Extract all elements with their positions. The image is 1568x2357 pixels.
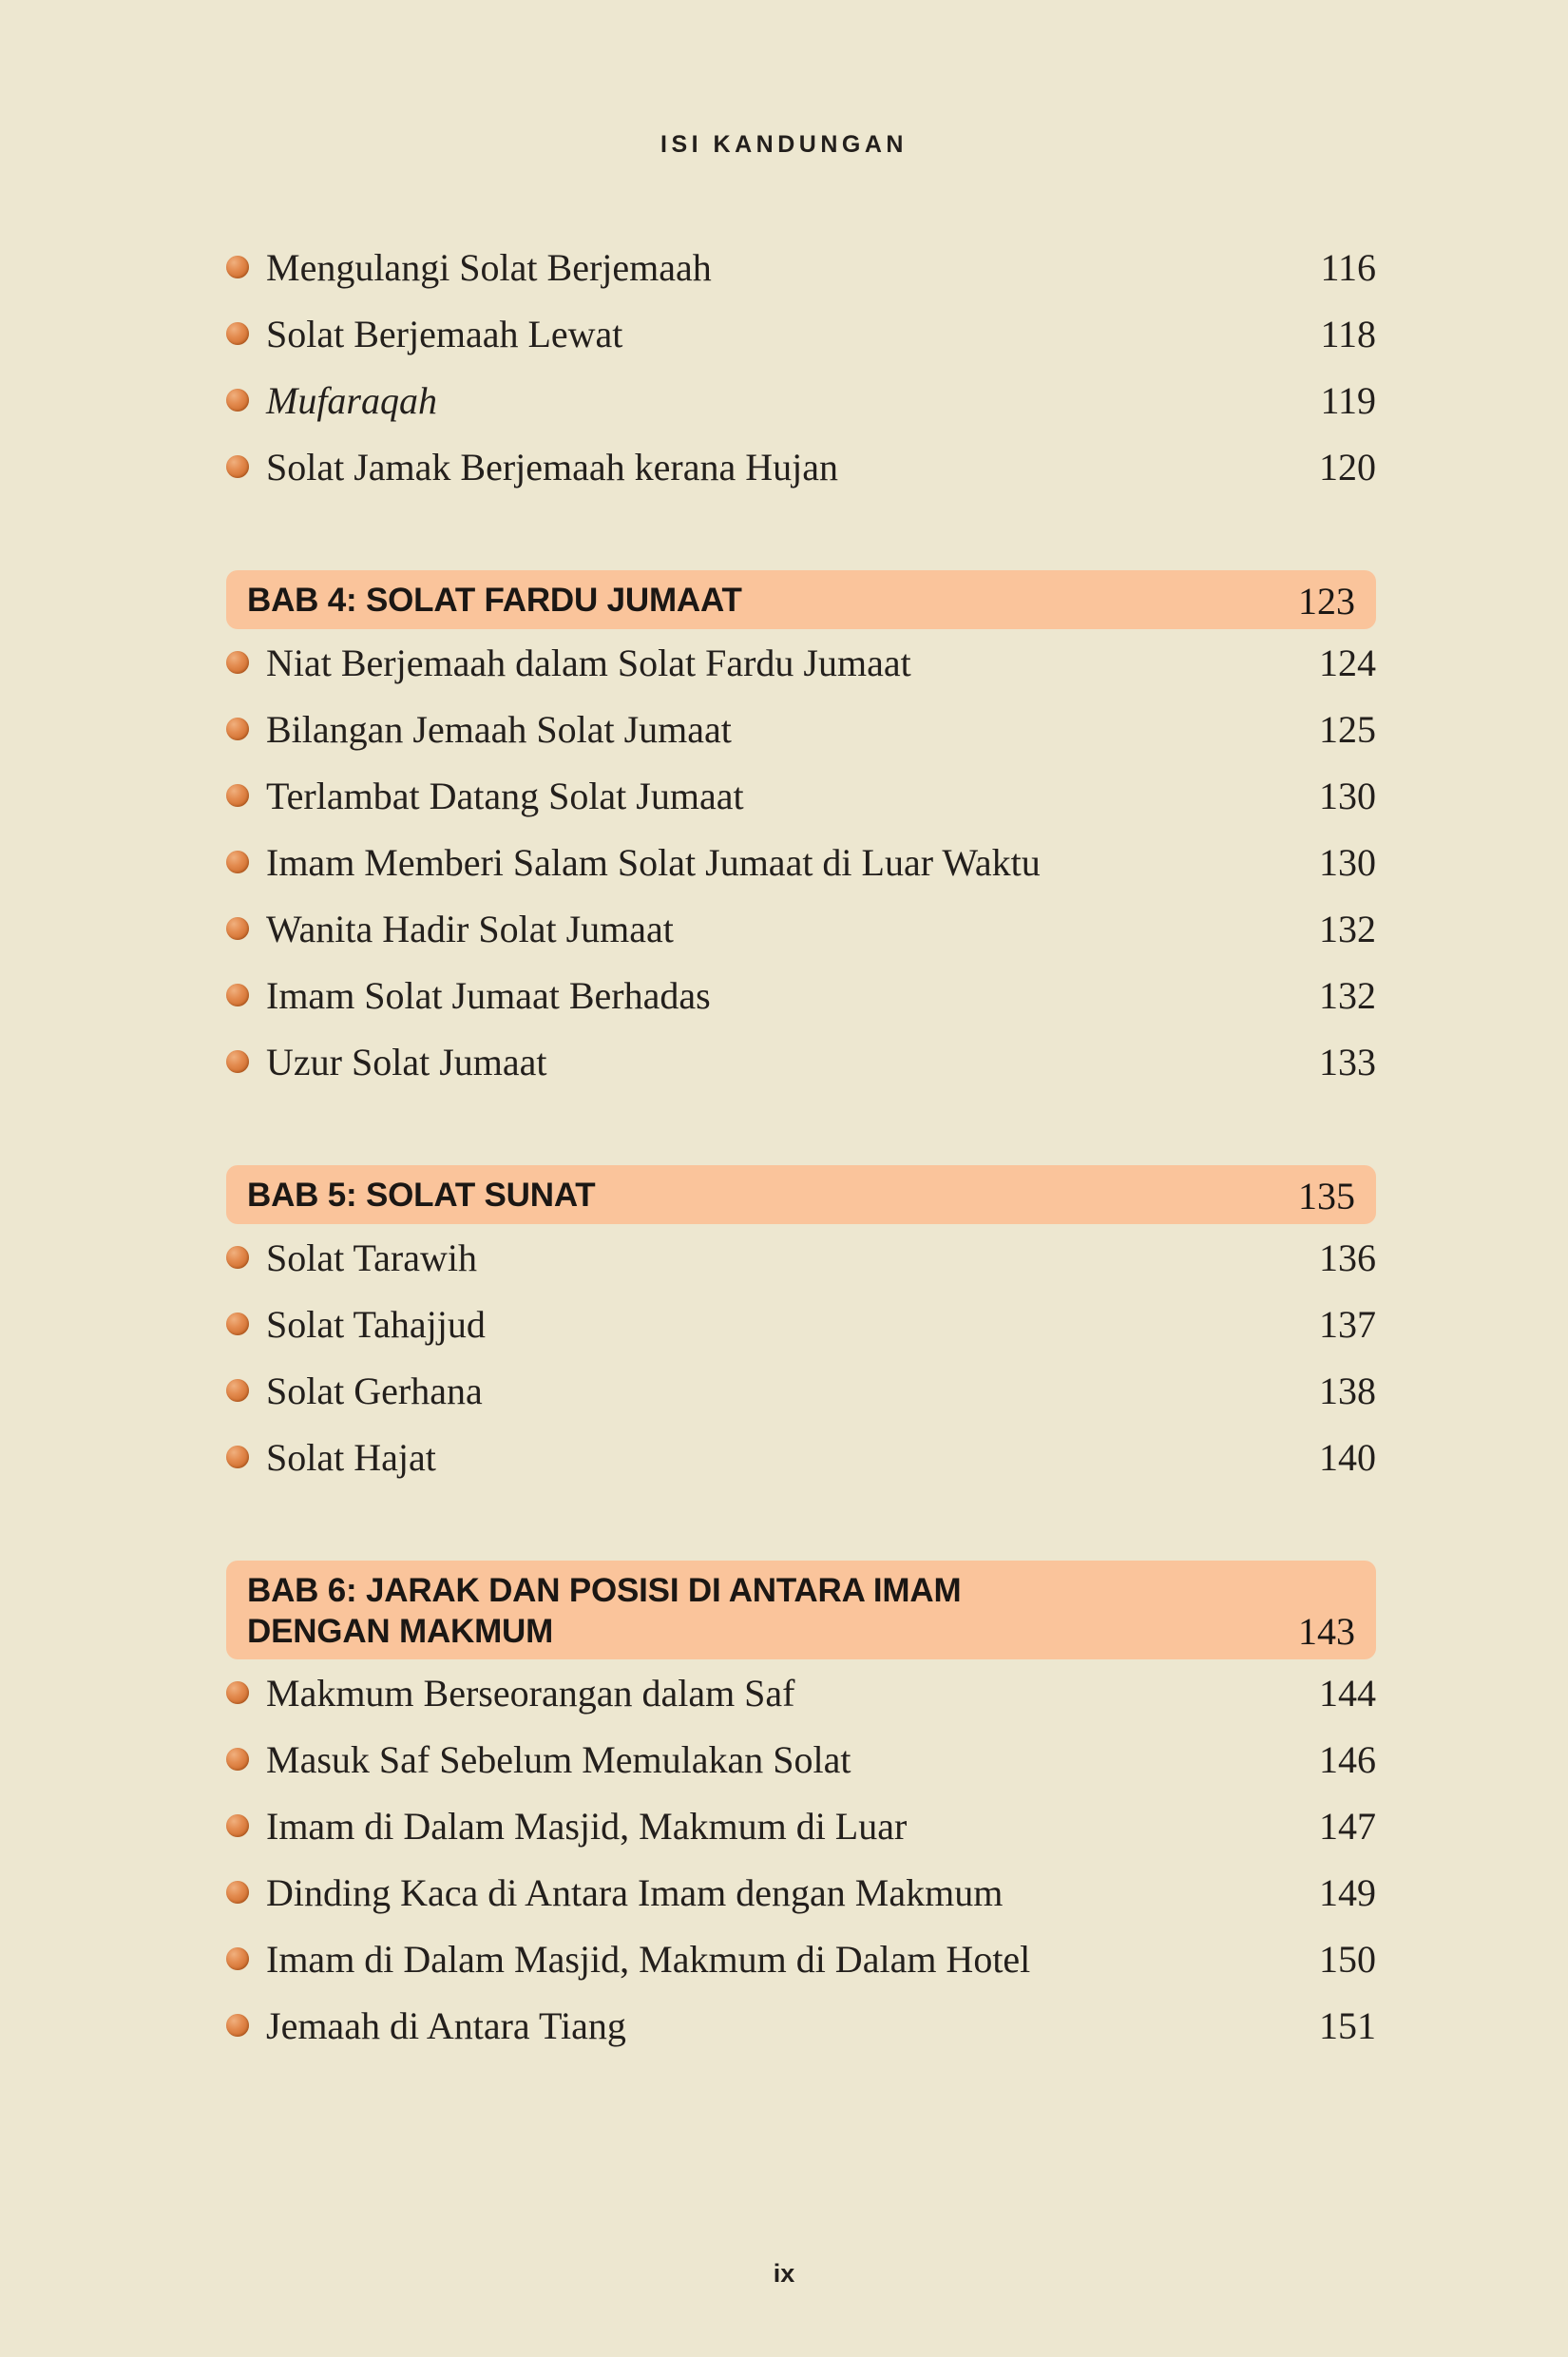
bullet-dot-icon [226, 455, 249, 478]
toc-entry[interactable] [226, 379, 1376, 449]
chapter-header[interactable] [226, 570, 1376, 629]
bullet-dot-icon [226, 1748, 249, 1771]
bullet-dot-icon [226, 1947, 249, 1970]
toc-entry[interactable] [226, 1672, 1376, 1741]
toc-entry-page: 130 [1319, 841, 1376, 884]
bullet-dot-icon [226, 784, 249, 807]
toc-entry-label: Masuk Saf Sebelum Memulakan Solat [266, 1738, 851, 1781]
bullet-dot-icon [226, 1246, 249, 1269]
bullet-dot-icon [226, 1881, 249, 1904]
toc-entry-label: Dinding Kaca di Antara Imam dengan Makmum [266, 1871, 1004, 1914]
toc-entry[interactable] [226, 1372, 1376, 1439]
toc-entry[interactable] [226, 1303, 1376, 1372]
toc-entry-label: Wanita Hadir Solat Jumaat [266, 908, 674, 950]
toc-entry[interactable] [226, 1236, 1376, 1306]
page-folio: ix [773, 2259, 795, 2288]
toc-entry-page: 147 [1319, 1805, 1376, 1848]
toc-entry-label: Imam di Dalam Masjid, Makmum di Luar [266, 1805, 908, 1848]
toc-entry-page: 120 [1319, 446, 1376, 489]
toc-entry-label: Solat Berjemaah Lewat [266, 313, 623, 355]
toc-entry-label: Uzur Solat Jumaat [266, 1041, 547, 1083]
toc-entry-page: 138 [1319, 1370, 1376, 1412]
toc-entry-label: Mengulangi Solat Berjemaah [266, 246, 712, 289]
chapter-page: 135 [1298, 1175, 1355, 1217]
toc-entry[interactable] [226, 644, 1376, 711]
chapter-header[interactable] [226, 1165, 1376, 1224]
toc-entry-page: 125 [1319, 708, 1376, 751]
toc-entry[interactable] [226, 910, 1376, 977]
toc-entry-label: Mufaraqah [266, 379, 437, 422]
toc-entry-page: 133 [1319, 1041, 1376, 1083]
bullet-dot-icon [226, 1681, 249, 1704]
section-spacer [226, 1505, 1376, 1561]
toc-content [226, 246, 1376, 2074]
bullet-dot-icon [226, 1379, 249, 1402]
toc-entry-label: Solat Tarawih [266, 1236, 477, 1279]
toc-entry-page: 118 [1320, 313, 1376, 355]
toc-entry-page: 151 [1319, 2004, 1376, 2047]
toc-entry-label: Niat Berjemaah dalam Solat Fardu Jumaat [266, 642, 911, 684]
bullet-dot-icon [226, 322, 249, 345]
toc-entry-page: 130 [1319, 775, 1376, 817]
toc-entry-page: 116 [1320, 246, 1376, 289]
toc-entry[interactable] [226, 841, 1376, 910]
bullet-dot-icon [226, 256, 249, 278]
bullet-dot-icon [226, 1814, 249, 1837]
toc-entry[interactable] [226, 974, 1376, 1044]
toc-entry-label: Solat Gerhana [266, 1370, 483, 1412]
toc-entry-label: Imam Memberi Salam Solat Jumaat di Luar Waktu [266, 841, 1041, 884]
chapter-page: 123 [1298, 580, 1355, 623]
toc-entry-page: 124 [1319, 642, 1376, 684]
bullet-dot-icon [226, 718, 249, 740]
toc-entry-label: Jemaah di Antara Tiang [266, 2004, 626, 2047]
toc-entry-page: 144 [1319, 1672, 1376, 1715]
bullet-dot-icon [226, 389, 249, 412]
chapter-header[interactable] [226, 1561, 1376, 1659]
toc-entry-label: Bilangan Jemaah Solat Jumaat [266, 708, 732, 751]
toc-entry-page: 132 [1319, 974, 1376, 1017]
toc-entry[interactable] [226, 1436, 1376, 1505]
chapter-page: 143 [1298, 1610, 1355, 1653]
running-head: ISI KANDUNGAN [660, 131, 908, 158]
section-spacer [226, 1110, 1376, 1165]
toc-entry-page: 140 [1319, 1436, 1376, 1479]
bullet-dot-icon [226, 1050, 249, 1073]
chapter-title: BAB 5: SOLAT SUNAT [247, 1177, 596, 1214]
toc-entry-label: Solat Jamak Berjemaah kerana Hujan [266, 446, 838, 489]
toc-entry-label: Makmum Berseorangan dalam Saf [266, 1672, 795, 1715]
toc-entry-label: Solat Hajat [266, 1436, 436, 1479]
bullet-dot-icon [226, 1313, 249, 1335]
toc-entry[interactable] [226, 446, 1376, 515]
bullet-dot-icon [226, 1446, 249, 1468]
toc-entry[interactable] [226, 1805, 1376, 1874]
chapter-title: BAB 6: JARAK DAN POSISI DI ANTARA IMAM DENGAN MAKMUM [247, 1570, 1251, 1659]
section-spacer [226, 515, 1376, 570]
chapter-title: BAB 4: SOLAT FARDU JUMAAT [247, 582, 742, 619]
toc-entry-label: Imam di Dalam Masjid, Makmum di Dalam Hotel [266, 1938, 1031, 1981]
bullet-dot-icon [226, 984, 249, 1006]
toc-entry-label: Solat Tahajjud [266, 1303, 486, 1346]
toc-entry-page: 149 [1319, 1871, 1376, 1914]
toc-entry-page: 136 [1319, 1236, 1376, 1279]
toc-entry[interactable] [226, 1871, 1376, 1941]
toc-entry[interactable] [226, 313, 1376, 382]
chapter-title-line-2: DENGAN MAKMUM [247, 1613, 554, 1650]
toc-entry-page: 146 [1319, 1738, 1376, 1781]
bullet-dot-icon [226, 851, 249, 873]
bullet-dot-icon [226, 2014, 249, 2037]
toc-entry-page: 119 [1320, 379, 1376, 422]
toc-entry[interactable] [226, 1041, 1376, 1110]
toc-entry[interactable] [226, 2004, 1376, 2074]
toc-entry-page: 132 [1319, 908, 1376, 950]
bullet-dot-icon [226, 917, 249, 940]
toc-entry-page: 150 [1319, 1938, 1376, 1981]
toc-entry[interactable] [226, 777, 1376, 844]
toc-entry-label: Terlambat Datang Solat Jumaat [266, 775, 744, 817]
toc-entry[interactable] [226, 1938, 1376, 2007]
toc-entry-page: 137 [1319, 1303, 1376, 1346]
toc-entry[interactable] [226, 708, 1376, 777]
toc-entry[interactable] [226, 1738, 1376, 1808]
toc-entry-label: Imam Solat Jumaat Berhadas [266, 974, 711, 1017]
bullet-dot-icon [226, 651, 249, 674]
toc-entry[interactable] [226, 246, 1376, 316]
